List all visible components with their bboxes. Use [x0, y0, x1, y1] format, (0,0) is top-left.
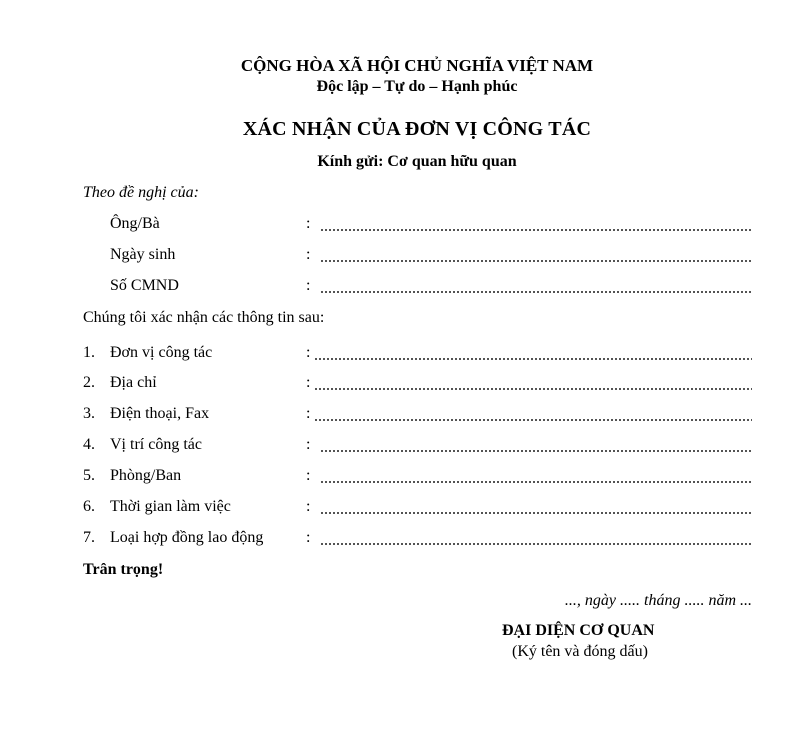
national-motto: Độc lập – Tự do – Hạnh phúc [316, 78, 518, 95]
closing-remark: Trân trọng! [83, 561, 164, 578]
document-title: XÁC NHẬN CỦA ĐƠN VỊ CÔNG TÁC [242, 118, 592, 140]
signer-title: ĐẠI DIỆN CƠ QUAN [502, 622, 655, 639]
item-label-address: Địa chỉ [110, 374, 157, 391]
field-colon: : [306, 277, 311, 294]
fill-in-line-contract-type[interactable] [320, 543, 752, 545]
item-number: 5. [83, 467, 95, 484]
date-line: ..., ngày ..... tháng ..... năm ... [564, 592, 752, 609]
national-title: CỘNG HÒA XÃ HỘI CHỦ NGHĨA VIỆT NAM [240, 56, 594, 75]
fill-in-line-phone-fax[interactable] [314, 419, 752, 421]
item-label-contract-type: Loại hợp đồng lao động [110, 529, 264, 546]
field-colon: : [306, 374, 311, 391]
item-label-working-time: Thời gian làm việc [110, 498, 231, 515]
item-number: 6. [83, 498, 95, 515]
field-colon: : [306, 467, 311, 484]
item-label-department: Phòng/Ban [110, 467, 182, 484]
fill-in-line-position[interactable] [320, 450, 752, 452]
fill-in-line-workplace[interactable] [314, 358, 752, 360]
fill-in-line-birthdate[interactable] [320, 260, 752, 262]
confirm-intro: Chúng tôi xác nhận các thông tin sau: [83, 309, 325, 326]
item-label-phone-fax: Điện thoại, Fax [110, 405, 210, 422]
fill-in-line-address[interactable] [314, 388, 752, 390]
fill-in-line-department[interactable] [320, 481, 752, 483]
signature-note: (Ký tên và đóng dấu) [512, 643, 648, 660]
fill-in-line-id-number[interactable] [320, 291, 752, 293]
fill-in-line-name[interactable] [320, 229, 752, 231]
recipient-line: Kính gửi: Cơ quan hữu quan [317, 153, 517, 170]
request-intro: Theo đề nghị của: [83, 184, 199, 201]
field-colon: : [306, 405, 311, 422]
field-colon: : [306, 498, 311, 515]
item-number: 2. [83, 374, 95, 391]
item-number: 3. [83, 405, 95, 422]
item-number: 4. [83, 436, 95, 453]
field-label-id-number: Số CMND [110, 277, 179, 294]
item-number: 1. [83, 344, 95, 361]
field-colon: : [306, 436, 311, 453]
item-label-workplace: Đơn vị công tác [110, 344, 213, 361]
field-colon: : [306, 215, 311, 232]
fill-in-line-working-time[interactable] [320, 512, 752, 514]
field-colon: : [306, 529, 311, 546]
item-number: 7. [83, 529, 95, 546]
item-label-position: Vị trí công tác [110, 436, 202, 453]
field-colon: : [306, 344, 311, 361]
field-label-birthdate: Ngày sinh [110, 246, 176, 263]
field-label-name: Ông/Bà [110, 215, 160, 232]
field-colon: : [306, 246, 311, 263]
